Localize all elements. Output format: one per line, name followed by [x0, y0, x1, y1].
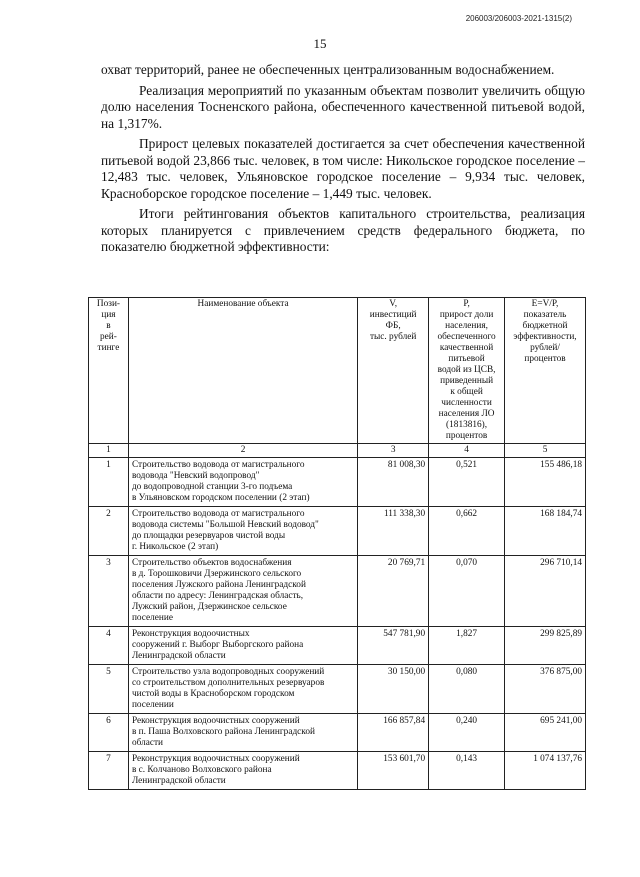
header-name	[128, 298, 357, 444]
text-line: процентов	[445, 431, 488, 441]
text-line: водовода "Невский водопровод"	[131, 471, 260, 481]
text-line: E=V/P,	[531, 299, 559, 309]
column-number: 3	[358, 444, 429, 458]
text-line: водой из ЦСВ,	[437, 365, 496, 375]
cell-position: 7	[89, 752, 129, 790]
text-line: бюджетной	[522, 321, 568, 331]
cell-efficiency: 299 825,89	[505, 627, 586, 665]
paragraph-2: Реализация мероприятий по указанным объектам позволит увеличить общую долю населения Тосненского района, обеспеченного качественной питьевой водой, на 1,317%.	[101, 82, 585, 131]
text-line: до водопроводной станции 3-го подъема	[131, 482, 293, 492]
text-line: до площадки резервуаров чистой воды	[131, 531, 286, 541]
text-line: Пози-	[96, 299, 121, 309]
text-line: Строительство объектов водоснабжения	[131, 558, 292, 568]
text-line: рублей/	[530, 343, 560, 353]
document-id: 206003/206003-2021-1315(2)	[465, 14, 572, 23]
text-line: поселения Лужского района Ленинградской	[131, 580, 306, 590]
column-number: 2	[128, 444, 357, 458]
cell-efficiency: 168 184,74	[505, 507, 586, 556]
cell-position: 3	[89, 556, 129, 627]
cell-object-name	[128, 458, 357, 507]
header-population-share	[429, 298, 505, 444]
table-row	[89, 507, 586, 556]
cell-object-name	[128, 665, 357, 714]
cell-efficiency: 1 074 137,76	[505, 752, 586, 790]
text-line: г. Никольское (2 этап)	[131, 542, 219, 552]
paragraph-3: Прирост целевых показателей достигается за счет обеспечения качественной питьевой водой 23,866 тыс. человек, в том числе: Никольское городское поселение – 12,483 тыс. человек, Ульяновское городское поселение – 9,934 тыс. человек, Красноборское городское поселение – 1,449 тыс. человек.	[101, 136, 585, 201]
text-line: Наименование объекта	[197, 299, 289, 309]
text-line: обеспеченного	[437, 332, 496, 342]
table-row	[89, 556, 586, 627]
text-line: прирост доли	[439, 310, 494, 320]
text-line: области	[131, 738, 164, 748]
text-line: тыс. рублей	[369, 332, 417, 342]
text-line: численности	[441, 398, 492, 408]
text-line: питьевой	[448, 354, 485, 364]
cell-population-share: 0,143	[429, 752, 505, 790]
cell-investment: 30 150,00	[358, 665, 429, 714]
table-row	[89, 458, 586, 507]
table-row	[89, 752, 586, 790]
paragraph-1: охват территорий, ранее не обеспеченных централизованным водоснабжением.	[101, 62, 555, 77]
cell-position: 1	[89, 458, 129, 507]
header-position	[89, 298, 129, 444]
text-line: Реконструкция водоочистных сооружений	[131, 716, 300, 726]
text-line: в д. Торошковичи Дзержинского сельского	[131, 569, 302, 579]
cell-object-name	[128, 556, 357, 627]
cell-investment: 547 781,90	[358, 627, 429, 665]
text-line: поселение	[131, 613, 174, 623]
text-line: области по адресу: Ленинградская область,	[131, 591, 304, 601]
text-line: в п. Паша Волховского района Ленинградской	[131, 727, 315, 737]
text-line: Реконструкция водоочистных	[131, 629, 250, 639]
text-line: (1813816),	[446, 420, 488, 430]
cell-position: 6	[89, 714, 129, 752]
text-line: поселении	[131, 700, 174, 710]
header-efficiency	[505, 298, 586, 444]
rating-table	[88, 297, 586, 790]
table-row	[89, 714, 586, 752]
column-number-row	[89, 444, 586, 458]
cell-efficiency: 376 875,00	[505, 665, 586, 714]
text-line: к общей	[450, 387, 483, 397]
cell-position: 4	[89, 627, 129, 665]
cell-efficiency: 155 486,18	[505, 458, 586, 507]
cell-position: 2	[89, 507, 129, 556]
text-line: показатель	[523, 310, 567, 320]
text-line: в Ульяновском городском поселении (2 этап)	[131, 493, 310, 503]
text-line: чистой воды в Красноборском городском	[131, 689, 295, 699]
table-row	[89, 665, 586, 714]
cell-investment: 153 601,70	[358, 752, 429, 790]
cell-population-share: 1,827	[429, 627, 505, 665]
cell-population-share: 0,521	[429, 458, 505, 507]
cell-investment: 81 008,30	[358, 458, 429, 507]
text-line: процентов	[524, 354, 566, 364]
text-line: рей-	[100, 332, 117, 342]
text-line: Строительство узла водопроводных сооружений	[131, 667, 325, 677]
header-investment	[358, 298, 429, 444]
cell-object-name	[128, 752, 357, 790]
cell-object-name	[128, 507, 357, 556]
cell-efficiency: 296 710,14	[505, 556, 586, 627]
cell-investment: 166 857,84	[358, 714, 429, 752]
text-line: приведенный	[440, 376, 494, 386]
cell-efficiency: 695 241,00	[505, 714, 586, 752]
text-line: ция	[101, 310, 116, 320]
body-text	[101, 62, 585, 256]
text-line: населения ЛО	[438, 409, 495, 419]
text-line: в	[106, 321, 111, 331]
paragraph-4: Итоги рейтингования объектов капитального строительства, реализация которых планируется с привлечением средств федерального бюджета, по показателю бюджетной эффективности:	[101, 206, 585, 254]
text-line: водовода системы "Большой Невский водовод"	[131, 520, 319, 530]
table-header-row	[89, 298, 586, 444]
text-line: качественной	[439, 343, 494, 353]
cell-investment: 111 338,30	[358, 507, 429, 556]
cell-population-share: 0,070	[429, 556, 505, 627]
cell-position: 5	[89, 665, 129, 714]
cell-population-share: 0,662	[429, 507, 505, 556]
text-line: населения,	[445, 321, 488, 331]
text-line: V,	[389, 299, 398, 309]
text-line: Реконструкция водоочистных сооружений	[131, 754, 300, 764]
column-number: 4	[429, 444, 505, 458]
text-line: инвестиций	[369, 310, 417, 320]
text-line: Ленинградской области	[131, 776, 226, 786]
cell-investment: 20 769,71	[358, 556, 429, 627]
text-line: Строительство водовода от магистрального	[131, 509, 305, 519]
column-number: 1	[89, 444, 129, 458]
text-line: ФБ,	[385, 321, 401, 331]
cell-population-share: 0,240	[429, 714, 505, 752]
text-line: Ленинградской области	[131, 651, 226, 661]
text-line: Строительство водовода от магистрального	[131, 460, 305, 470]
text-line: сооружений г. Выборг Выборгского района	[131, 640, 304, 650]
text-line: тинге	[97, 343, 120, 353]
cell-object-name	[128, 714, 357, 752]
text-line: со строительством дополнительных резервуаров	[131, 678, 325, 688]
cell-object-name	[128, 627, 357, 665]
page-number: 15	[313, 36, 327, 51]
column-number: 5	[505, 444, 586, 458]
text-line: в с. Колчаново Волховского района	[131, 765, 272, 775]
table-row	[89, 627, 586, 665]
text-line: Лужский район, Дзержинское сельское	[131, 602, 287, 612]
cell-population-share: 0,080	[429, 665, 505, 714]
text-line: эффективности,	[513, 332, 577, 342]
text-line: P,	[463, 299, 470, 309]
